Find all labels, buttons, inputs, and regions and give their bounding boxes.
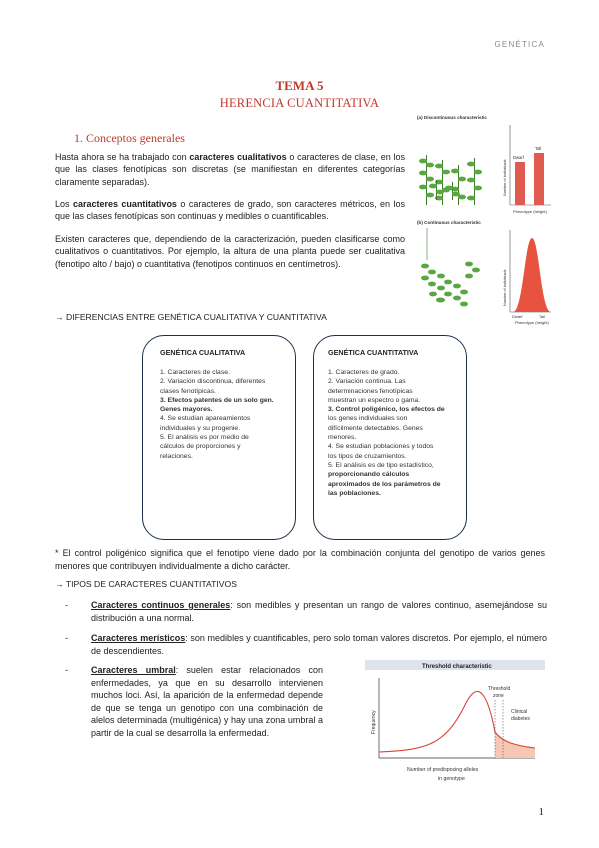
paragraph-cualitativos: Hasta ahora se ha trabajado con caracteres cualitativos o caracteres de clase, en los que las clases fenotípicas son discretas (se manifiestan en diferentes categorías claramente separadas). (55, 152, 406, 187)
box-left-title: GENÉTICA CUALITATIVA (160, 348, 246, 357)
running-header: GENÉTICA (494, 40, 545, 49)
box-list-item: clases fenotípicas. (160, 387, 216, 395)
bullet-term: Caracteres umbral (91, 665, 176, 675)
bullet-term: Caracteres continuos generales (91, 600, 231, 610)
figure-threshold (365, 660, 545, 788)
figure-discontinuous-continuous (415, 110, 553, 325)
panel-b-chart (503, 230, 551, 325)
bullet-term: Caracteres merísticos (91, 633, 186, 643)
chapter-title: TEMA 5 (275, 78, 324, 93)
box-genetica-cualitativa (142, 335, 296, 540)
panel-b-ylabel: Number of individuals (503, 269, 507, 306)
threshold-xlabel: Number of predisposing alleles (407, 767, 479, 773)
clinical-label-2: diabetes (511, 716, 530, 722)
bullet-umbral: - Caracteres umbral: suelen estar relacionados con enfermedades, ya que en su desarrollo intervienen muchos loci. Así, la aparición de la enfermedad depende de que se tenga un genotipo con una combinación de alelos determinada (multigénica) y hay una zona umbral a partir de la cual se desarrolla la enfermedad. (65, 665, 323, 738)
clinical-label: Clinical (511, 709, 528, 715)
box-list-item: muestran un espectro o gama. (328, 396, 421, 404)
bullet-meristicos: - Caracteres merísticos: son medibles y cuantificables, pero solo toman valores discretos. Por ejemplo, el número de descendientes. (65, 633, 547, 656)
box-list-item: 5. El análisis es de tipo estadístico, (328, 461, 434, 469)
box-list-item: 3. Efectos patentes de un solo gen. (160, 396, 274, 404)
box-list-item: individuales y su progenie. (160, 424, 241, 432)
threshold-title: Threshold characteristic (422, 664, 492, 670)
panel-b-xlabel: Phenotype (height) (515, 320, 549, 325)
box-list-item: 2. Variación continua. Las (328, 378, 406, 386)
box-list-item: menores. (328, 434, 357, 442)
box-list-item: 4. Se estudian apareamientos (160, 415, 251, 423)
box-list-item: aproximados de los parámetros de (328, 480, 441, 488)
threshold-label: Threshold (488, 686, 511, 692)
differences-heading: → DIFERENCIAS ENTRE GENÉTICA CUALITATIVA Y CUANTITATIVA (55, 312, 327, 322)
box-list-item: 4. Se estudian poblaciones y todos (328, 443, 434, 451)
bullet-continuos: - Caracteres continuos generales: son medibles y presentan un rango de valores continuo, asemejándose su distribución a una normal. (65, 600, 547, 623)
label-tall-b: Tall (539, 314, 546, 319)
plant-icons-a (419, 155, 482, 205)
box-list-item: las poblaciones. (328, 489, 381, 497)
bar-tall (534, 153, 544, 205)
label-tall: Tall (535, 146, 542, 151)
box-genetica-cuantitativa (313, 335, 467, 540)
footnote-poligenico: * El control poligénico significa que el fenotipo viene dado por la combinación conjunta del genotipo de varios genes menores que contribuyen individualmente a dicho carácter. (55, 548, 545, 571)
plant-icons-b (421, 262, 480, 307)
box-list-item: los genes individuales son (328, 415, 408, 423)
panel-a-chart (503, 125, 551, 214)
panel-a-ylabel: Number of individuals (503, 159, 507, 196)
box-right-list (328, 368, 458, 498)
threshold-label-2: zone (493, 693, 504, 699)
box-list-item: cálculos de proporciones y (160, 443, 241, 451)
box-list-item: 5. El análisis es por medio de (160, 434, 249, 442)
box-list-item: 2. Variación discontinua, diferentes (160, 378, 266, 386)
label-dwarf: Dwarf (513, 155, 524, 160)
box-list-item: determinaciones fenotípicas (328, 387, 413, 395)
paragraph-clasificacion: Existen caracteres que, dependiendo de la caracterización, pueden clasificarse como cualitativos o cuantitativos. Por ejemplo, la altura de una planta puede ser cualitativa (fenotipo alto / bajo) o cuantitativa (fenotipos continuos en centímetros). (55, 234, 405, 269)
normal-curve (513, 238, 551, 312)
box-list-item: Genes mayores. (160, 406, 213, 414)
box-list-item: 3. Control poligénico, los efectos de (328, 406, 445, 414)
bar-dwarf (515, 162, 525, 205)
paragraph-cuantitativos: Los caracteres cuantitativos o caracteres de grado, son caracteres métricos, en los que las clases fenotípicas son continuas y medibles o cuantificables. (55, 199, 405, 222)
box-list-item: los tipos de cruzamientos. (328, 452, 407, 460)
page-number: 1 (538, 806, 544, 818)
label-dwarf-b: Dwarf (512, 314, 523, 319)
box-list-item: difícilmente detectables. Genes (328, 424, 423, 432)
box-list-item: 1. Caracteres de grado. (328, 369, 400, 376)
panel-b-title: (b) Continuous characteristic (417, 220, 481, 225)
box-list-item: 1. Caracteres de clase. (160, 369, 230, 376)
box-list-item: proporcionando cálculos (328, 471, 410, 479)
threshold-xlabel-2: in genotype (438, 776, 465, 782)
chapter-subtitle: HERENCIA CUANTITATIVA (219, 96, 380, 110)
tipos-heading: → TIPOS DE CARACTERES CUANTITATIVOS (55, 579, 237, 589)
panel-a-xlabel: Phenotype (height) (513, 209, 547, 214)
section-heading: 1. Conceptos generales (74, 131, 185, 145)
box-right-title: GENÉTICA CUANTITATIVA (328, 348, 419, 357)
threshold-ylabel: Frequency (371, 710, 377, 734)
panel-a-title: (a) Discontinuous characteristic (417, 115, 487, 120)
box-left-list (160, 368, 285, 461)
box-list-item: relaciones. (160, 452, 193, 460)
